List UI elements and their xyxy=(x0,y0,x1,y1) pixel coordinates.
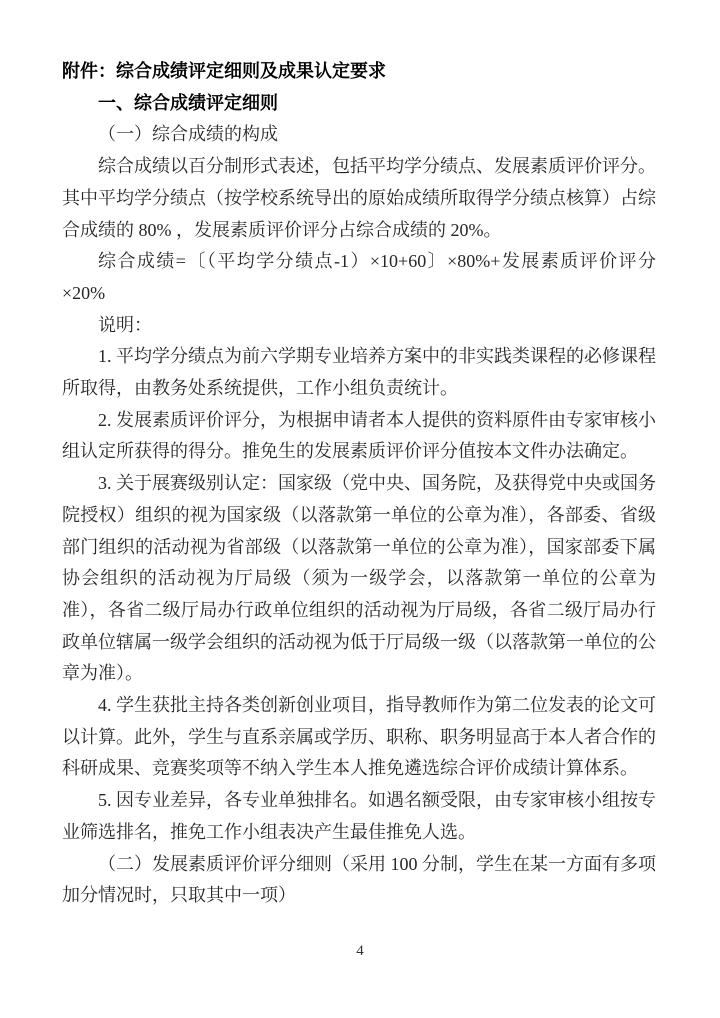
note-item-5: 5. 因专业差异，各专业单独排名。如遇名额受限，由专家审核小组按专业筛选排名，推免工作小组表决产生最佳推免人选。 xyxy=(62,790,656,842)
document-content xyxy=(62,56,656,912)
paragraph-formula: 综合成绩=〔（平均学分绩点-1）×10+60〕×80%+发展素质评价评分×20% xyxy=(62,251,656,303)
note-item-4: 4. 学生获批主持各类创新创业项目，指导教师作为第二位发表的论文可以计算。此外，学生与直系亲属或学历、职称、职务明显高于本人者合作的科研成果、竞赛奖项等不纳入学生本人推免遴选综合评价成绩计算体系。 xyxy=(62,695,656,779)
section-1-heading: 一、综合成绩评定细则 xyxy=(98,92,278,113)
note-item-2: 2. 发展素质评价评分，为根据申请者本人提供的资料原件由专家审核小组认定所获得的得分。推免生的发展素质评价评分值按本文件办法确定。 xyxy=(62,409,656,462)
page-number: 4 xyxy=(356,943,364,959)
note-item-3: 3. 关于展赛级别认定：国家级（党中央、国务院，及获得党中央或国务院授权）组织的视为国家级（以落款第一单位的公章为准），各部委、省级部门组织的活动视为省部级（以落款第一单位的公章为准），国家部委下属协会组织的活动视为厅局级（须为一级学会，以落款第一单位的公章为准），各省二级厅局办行政单位组织的活动视为厅局级，各省二级厅局办行政单位辖属一级学会组织的活动视为低于厅局级一级（以落款第一单位的公章为准）。 xyxy=(62,473,656,684)
subsection-2-heading: （二）发展素质评价评分细则（采用 100 分制，学生在某一方面有多项加分情况时，只取其中一项） xyxy=(62,853,656,906)
notes-label: 说明： xyxy=(98,314,152,335)
subsection-1-heading: （一）综合成绩的构成 xyxy=(98,124,278,145)
attachment-title: 附件：综合成绩评定细则及成果认定要求 xyxy=(62,61,386,81)
paragraph-composition: 综合成绩以百分制形式表述，包括平均学分绩点、发展素质评价评分。其中平均学分绩点（按学校系统导出的原始成绩所取得学分绩点核算）占综合成绩的 80% ，发展素质评价评分占综合成绩的 20%。 xyxy=(62,156,656,240)
note-item-1: 1. 平均学分绩点为前六学期专业培养方案中的非实践类课程的必修课程所取得，由教务处系统提供，工作小组负责统计。 xyxy=(62,346,656,399)
